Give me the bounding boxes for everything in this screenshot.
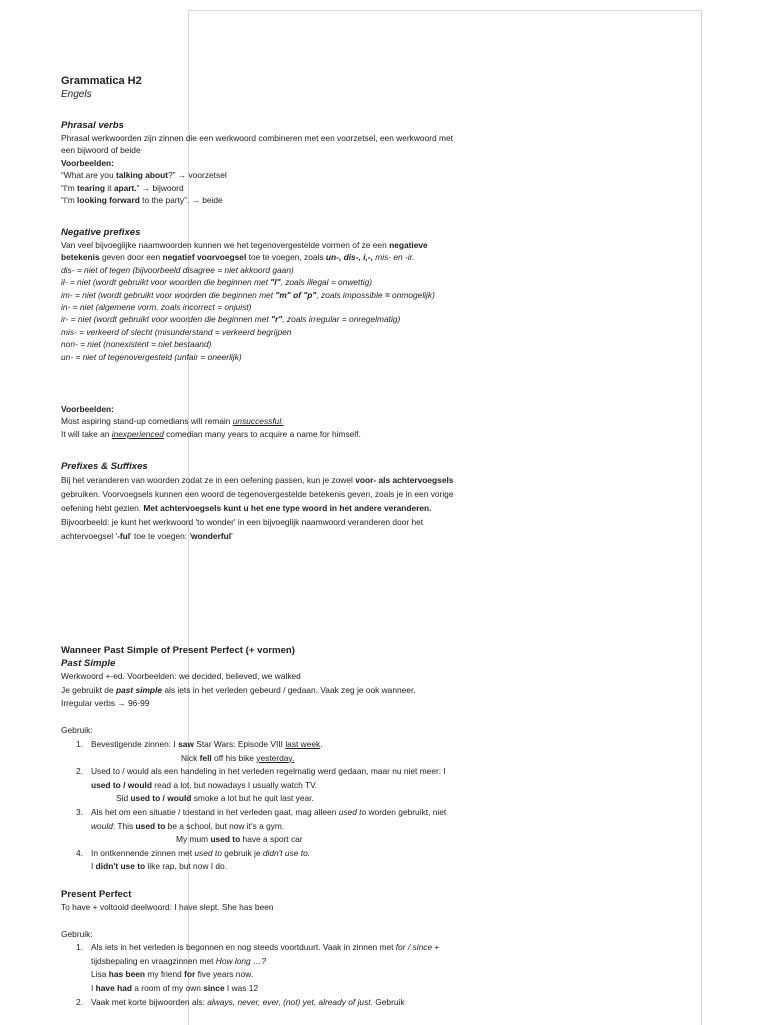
- negative-prefixes-section: [61, 226, 461, 363]
- prefix-mis: mis- = verkeerd of slecht (misunderstand = verkeerd begrijpen: [61, 326, 292, 337]
- prefixes-suffixes-section: [61, 460, 461, 543]
- document-header: [61, 74, 461, 102]
- phrasal-example-2: “I'm tearing it apart.” → bijwoord: [61, 182, 184, 193]
- past-simple-heading: Past Simple: [61, 658, 116, 669]
- present-perfect-heading: Present Perfect: [61, 888, 132, 900]
- list-item-example: I have had a room of my own since I was 12: [91, 983, 259, 994]
- prefix-non: non- = niet (nonexistent = niet bestaand): [61, 339, 212, 350]
- prefix-dis: dis- = niet of tegen (bijvoorbeeld disagree = niet akkoord gaan): [61, 264, 294, 275]
- page-title: Grammatica H2: [61, 75, 142, 87]
- tenses-heading: Wanneer Past Simple of Present Perfect (+ vormen): [61, 645, 295, 656]
- past-simple-line-1: Werkwoord +-ed. Voorbeelden: we decided, believed, we walked: [61, 671, 301, 681]
- phrasal-example-1: “What are you talking about?” → voorzetsel: [61, 170, 227, 181]
- prefixes-paragraph: Bij het veranderen van woorden zodat ze in een oefening passen, kun je zowel voor- als achtervoegsels gebruiken. Voorvoegsels kunnen een woord de tegenovergestelde betekenis geven, zoals je in een vorige oefening hebt gezien. Met achtervoegsels kunt u het ene type woord in het andere veranderen. Bijvoorbeeld: je kunt het werkwoord 'to wonder' in een bijvoeglijk naamwoord veranderen door het achtervoegsel '-ful' toe te voegen: 'wonderful': [61, 475, 454, 541]
- list-item-example: Lisa has been my friend for five years now.: [91, 969, 254, 980]
- past-simple-line-2: Je gebruikt de past simple als iets in het verleden gebeurd / gedaan. Vaak zeg je ook wanneer.: [61, 684, 416, 695]
- prefixes-heading: Prefixes & Suffixes: [61, 461, 148, 472]
- phrasal-heading: Phrasal verbs: [61, 120, 124, 131]
- gebruik-label-2: Gebruik:: [61, 928, 93, 939]
- list-item-example: My mum used to have a sport car: [176, 834, 303, 845]
- tenses-section: [61, 644, 461, 1009]
- phrasal-intro: Phrasal werkwoorden zijn zinnen die een werkwoord combineren met een voorzetsel, een werkwoord met een bijwoord of beide: [61, 133, 453, 156]
- prefix-im: im- = niet (wordt gebruikt voor woorden die beginnen met "m" of "p", zoals impossible = onmogelijk): [61, 289, 435, 300]
- gebruik-label: Gebruik:: [61, 725, 93, 736]
- list-item: 2. Vaak met korte bijwoorden als: always, never, ever, (not) yet, already of just. Gebruik: [76, 996, 405, 1007]
- list-item: 1. Bevestigende zinnen: I saw Star Wars: Episode VIII last week.: [76, 738, 323, 749]
- list-item: 3. Als het om een situatie / toestand in het verleden gaat, mag alleen used to worden gebruikt, niet would: This used to be a school, but now it's a gym.: [76, 806, 447, 831]
- negative-example-1: Most aspiring stand-up comedians will remain unsuccessful.: [61, 416, 284, 427]
- list-item: 2. Used to / would als een handeling in het verleden regelmatig werd gedaan, maar nu niet meer: I used to / would read a lot, but nowadays I usually watch TV.: [76, 766, 446, 790]
- negative-intro: Van veel bijvoeglijke naamwoorden kunnen we het tegenovergestelde vormen of ze een negatieve betekenis geven door een negatief voorvoegsel toe te voegen, zoals un-, dis-, i,-, mis- en -ir.: [61, 240, 428, 263]
- list-item: 1. Als iets in het verleden is begonnen en nog steeds voortduurt. Vaak in zinnen met for / since + tijdsbepaling en vraagzinnen met How long …?: [76, 942, 440, 966]
- list-item-example: Sid used to / would smoke a lot but he quit last year.: [116, 793, 314, 804]
- phrasal-example-3: “I'm looking forward to the party”. → beide: [61, 195, 223, 206]
- prefix-ir: ir- = niet (wordt gebruikt voor woorden die beginnen met "r", zoals irregular = onregelmatig): [61, 314, 401, 325]
- phrasal-examples-label: Voorbeelden:: [61, 157, 114, 168]
- negative-example-2: It will take an inexperienced comedian many years to acquire a name for himself.: [61, 428, 361, 439]
- prefix-il: il- = niet (wordt gebruikt voor woorden die beginnen met "l", zoals illegal = onwettig): [61, 277, 373, 288]
- negative-heading: Negative prefixes: [61, 227, 141, 238]
- negative-examples: [61, 403, 461, 440]
- present-perfect-line-1: To have + voltooid deelwoord: I have slept. She has been: [61, 901, 274, 912]
- negative-examples-label: Voorbeelden:: [61, 404, 114, 414]
- past-simple-line-3: Irregular verbs → 96-99: [61, 698, 150, 709]
- list-item-example: I didn't use to like rap, but now I do.: [91, 861, 228, 872]
- list-item: 4. In ontkennende zinnen met used to gebruik je didn't use to.: [76, 847, 311, 858]
- prefix-in: in- = niet (algemene vorm, zoals incorrect = onjuist): [61, 302, 252, 313]
- list-item-example: Nick fell off his bike yesterday.: [181, 752, 295, 763]
- page-subtitle: Engels: [61, 89, 92, 100]
- phrasal-section: [61, 119, 461, 206]
- prefix-un: un- = niet of tegenovergesteld (unfair = oneerlijk): [61, 351, 242, 362]
